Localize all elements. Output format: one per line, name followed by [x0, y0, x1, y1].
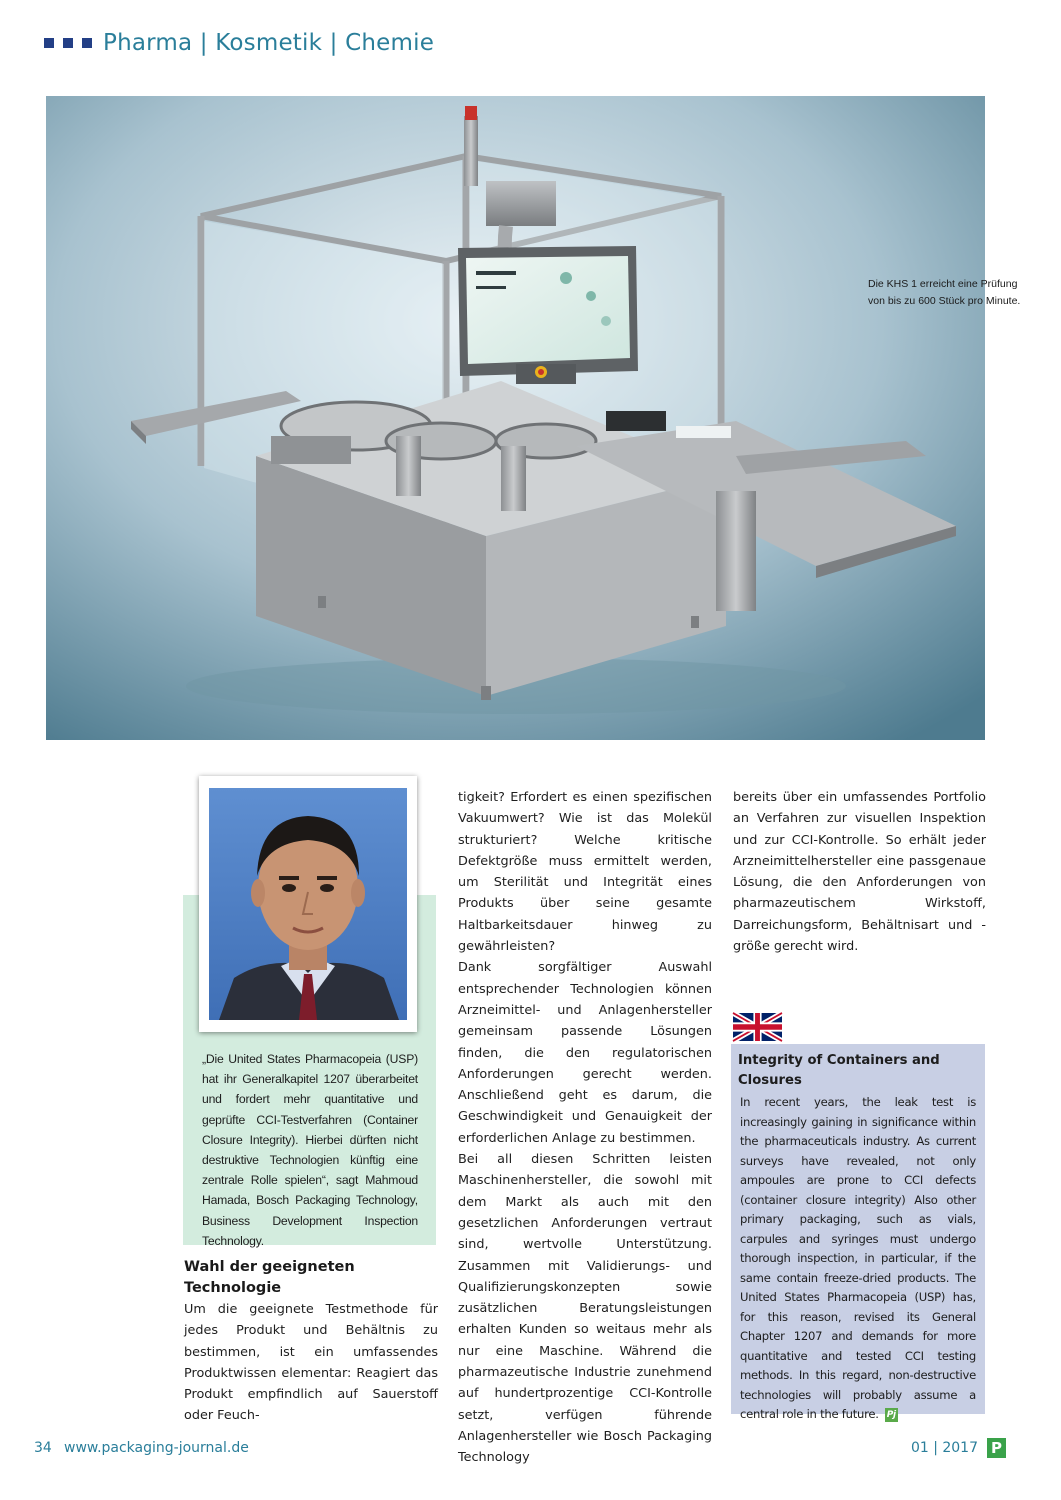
section-title: Pharma | Kosmetik | Chemie [103, 30, 435, 56]
caption-line: Die KHS 1 erreicht eine Prüfung [868, 278, 1018, 290]
section-heading: Wahl der geeigneten Technologie [184, 1259, 355, 1296]
photo-caption [868, 276, 1028, 310]
square-icon [44, 38, 54, 48]
journal-logo-icon: P [987, 1438, 1006, 1458]
paragraph: Dank sorgfältiger Auswahl entsprechender Technologien können Arzneimittel- und Anlagenhersteller gemeinsam passende Lösungen finden, die den regulatorischen Anforderungen gerecht werden. Anschließend geht es darum, die Geschwindigkeit und Genauigkeit der erforderlichen Anlage zu bestimmen. [458, 960, 712, 1146]
column-1 [184, 1299, 438, 1427]
english-summary-text [740, 1093, 976, 1425]
website-link[interactable]: www.packaging-journal.de [64, 1440, 249, 1456]
paragraph: tigkeit? Erfordert es einen spezifischen Vakuumwert? Wie ist das Molekül strukturiert? Welche kritische Defektgröße muss ermittelt werden, um Sterilität und Integrität eines Produkts über seine gesamte Haltbarkeitsdauer hinweg zu gewährleisten? [458, 790, 712, 955]
machine-photo [46, 96, 1021, 740]
paragraph: Um die geeignete Testmethode für jedes Produkt und Behältnis zu bestimmen, ist ein umfassendes Produktwissen elementar: Reagiert das Produkt empfindlich auf Sauerstoff oder Feuch- [184, 1302, 438, 1424]
caption-line: von bis zu 600 Stück pro Minute. [868, 295, 1021, 307]
square-icon [63, 38, 73, 48]
portrait-photo [209, 788, 407, 1020]
column-3 [733, 787, 986, 957]
quote-text: „Die United States Pharmacopeia (USP) hat ihr Generalkapitel 1207 überarbeitet und fordert mehr quantitative und geprüfte CCI-Testverfahren (Container Closure Integrity). Hierbei dürften nicht destruktive Technologien künftig eine zentrale Rolle spielen“, sagt Mahmoud Hamada, Bosch Packaging Technology, Business Development Inspection Technology. [202, 1052, 418, 1248]
english-summary-title: Integrity of Containers and Closures [738, 1053, 940, 1088]
issue-label: 01 | 2017 [910, 1440, 978, 1456]
page-footer [34, 1440, 1006, 1464]
square-icon [82, 38, 92, 48]
paragraph: Bei all diesen Schritten leisten Maschinenhersteller, die sowohl mit dem Markt als auch mit den gesetzlichen Anforderungen vertraut sind, wertvolle Unterstützung. Zusammen mit Validierungs- und Qualifizierungskonzepten sowie zusätzlichen Beratungsleistungen erhalten Kunden so weitaus mehr als nur eine Maschine. Während die pharmazeutische Industrie zunehmend auf hundertprozentige CCI-Kontrolle setzt, verfügen führende Anlagenhersteller wie Bosch Packaging Technology [458, 1152, 712, 1466]
pj-logo-icon: Pj [886, 1409, 896, 1420]
section-header [44, 26, 434, 60]
paragraph: bereits über ein umfassendes Portfolio an Verfahren zur visuellen Inspektion und zur CCI-Kontrolle. So erhält jeder Arzneimittelhersteller eine passgenaue Lösung, die den Anforderungen von pharmazeutischem Wirkstoff, Darreichungsform, Behältnisart und -größe gerecht wird. [733, 790, 986, 955]
column-2 [458, 787, 712, 1469]
uk-flag-icon [733, 1013, 782, 1041]
portrait-frame [199, 776, 417, 1032]
page-number: 34 [34, 1440, 52, 1456]
english-summary-body: In recent years, the leak test is increasingly gaining in significance within the pharmaceuticals industry. As current surveys have revealed, not only ampoules are prone to CCI defects (container closure integrity) Also other primary packaging, such as vials, carpules and syringes must undergo thorough inspection, in particular, if the same contain freeze-dried products. The United States Pharmacopeia (USP) has, for this reason, revised its General Chapter 1207 and demands for more quantitative and tested CCI testing methods. In this regard, non-destructive technologies will probably assume a central role in the future. [740, 1095, 976, 1421]
